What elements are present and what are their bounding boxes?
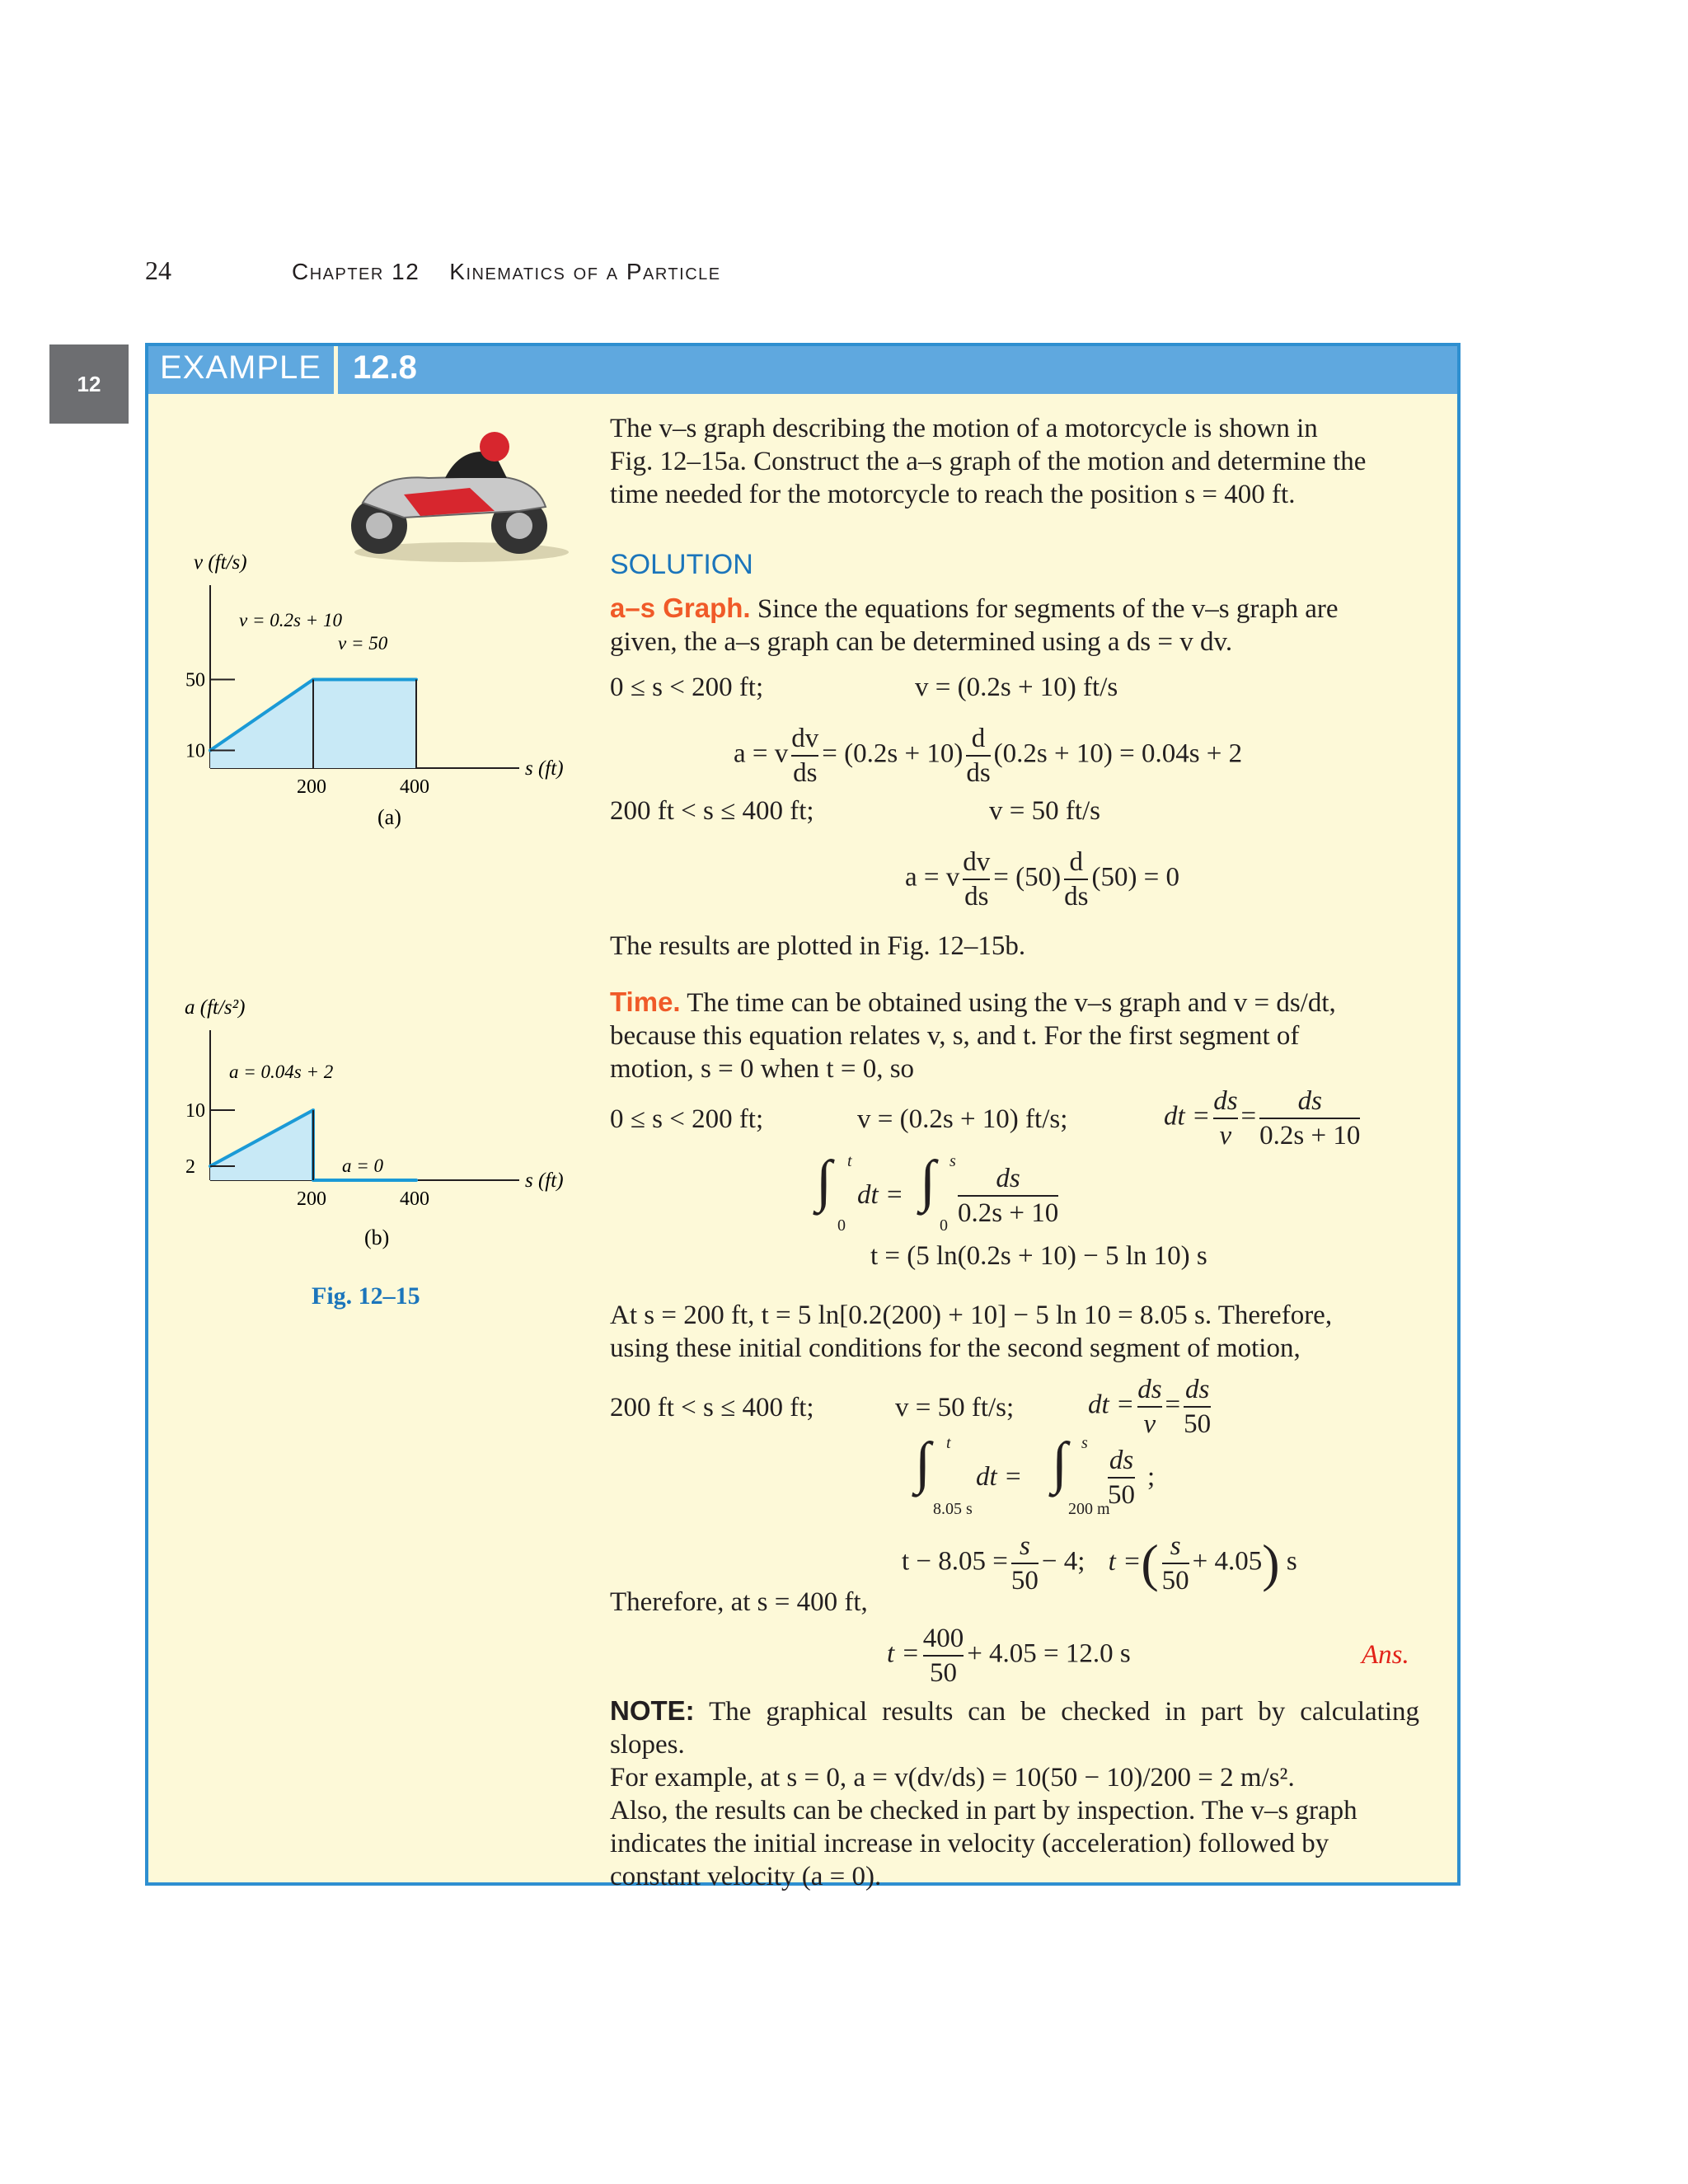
chart-vs — [173, 544, 602, 849]
as-x-axis-label: s (ft) — [525, 1169, 564, 1192]
as-graph-text: given, the a–s graph can be determined using a ds = v dv. — [610, 627, 1233, 657]
eq-num: ds — [1108, 1444, 1135, 1479]
as-seg2-equation — [905, 846, 1179, 913]
chapter-label: Chapter 12 — [292, 259, 420, 284]
vs-y-tick-label: 50 — [185, 669, 205, 691]
eq-num: dv — [791, 722, 818, 757]
vs-x-tick-label: 400 — [400, 776, 429, 798]
eq-den: ds — [793, 758, 818, 788]
eq-text: t − 8.05 = — [902, 1546, 1008, 1577]
time-seg1-range: 0 ≤ s < 200 ft; — [610, 1104, 764, 1134]
vs-panel-label: (a) — [377, 805, 401, 829]
example-header-bar — [148, 346, 1457, 394]
eq-den: 50 — [1184, 1409, 1212, 1439]
eq-num: ds — [1184, 1373, 1211, 1408]
note-text: The graphical results can be checked in part by calculating slopes. — [610, 1697, 1420, 1760]
integral-sign: ∫ — [1052, 1432, 1068, 1495]
eq-den: v — [1143, 1409, 1156, 1439]
as-x-tick-label: 400 — [400, 1188, 429, 1210]
eq-text: dt = — [857, 1180, 904, 1210]
eq-text: dt = — [1164, 1101, 1211, 1132]
vs-x-tick-label: 200 — [297, 776, 326, 798]
results-text: The results are plotted in Fig. 12–15b. — [610, 931, 1026, 961]
note-text: Also, the results can be checked in part by inspection. The v–s graph — [610, 1796, 1357, 1825]
eq-den: 50 — [1161, 1566, 1189, 1596]
time-text: using these initial conditions for the second segment of motion, — [610, 1333, 1301, 1363]
time-seg2-velocity: v = 50 ft/s; — [895, 1393, 1015, 1422]
integral-upper: s — [1081, 1434, 1088, 1452]
rider-helmet — [480, 432, 509, 462]
integral-lower: 8.05 s — [933, 1500, 973, 1518]
problem-line: time needed for the motorcycle to reach the position s = 400 ft. — [610, 480, 1296, 509]
integral-sign: ∫ — [816, 1150, 832, 1213]
integral-upper: t — [847, 1152, 852, 1170]
time-text: The time can be obtained using the v–s graph and v = ds/dt, — [687, 988, 1336, 1018]
vs-annotation-flat: v = 50 — [338, 633, 388, 654]
as-y-axis-label: a (ft/s²) — [185, 996, 246, 1019]
integral-upper: s — [950, 1152, 956, 1170]
time-seg1-dt-equation — [1164, 1085, 1363, 1152]
as-annotation-ramp: a = 0.04s + 2 — [229, 1062, 334, 1082]
as-y-tick-label: 2 — [185, 1156, 195, 1178]
eq-text: a = v — [734, 738, 789, 769]
eq-text: = — [1165, 1390, 1181, 1420]
as-seg1-velocity: v = (0.2s + 10) ft/s — [915, 673, 1118, 702]
note-text: constant velocity (a = 0). — [610, 1862, 882, 1891]
eq-text: (50) = 0 — [1091, 862, 1180, 893]
vs-annotation-ramp: v = 0.2s + 10 — [239, 610, 342, 630]
eq-text: = (0.2s + 10) — [822, 738, 964, 769]
eq-text: t = — [887, 1638, 920, 1669]
answer-marker: Ans. — [1362, 1640, 1409, 1670]
final-result — [887, 1622, 1131, 1690]
as-seg2-range: 200 ft < s ≤ 400 ft; — [610, 796, 814, 826]
eq-den: 0.2s + 10 — [1259, 1121, 1361, 1151]
figure-caption: Fig. 12–15 — [312, 1282, 420, 1310]
time-seg1-velocity: v = (0.2s + 10) ft/s; — [857, 1104, 1068, 1134]
eq-den: ds — [964, 882, 989, 912]
eq-text: + 4.05 = 12.0 s — [967, 1638, 1131, 1669]
time-seg2-dt-equation — [1088, 1373, 1214, 1441]
eq-text: a = v — [905, 862, 960, 893]
time-result-1: t = (5 ln(0.2s + 10) − 5 ln 10) s — [870, 1241, 1207, 1271]
eq-text: t = — [1108, 1546, 1142, 1577]
note-text: For example, at s = 0, a = v(dv/ds) = 10(50 − 10)/200 = 2 m/s². — [610, 1763, 1295, 1793]
eq-num: ds — [958, 1162, 1058, 1197]
vs-y-tick-label: 10 — [185, 740, 205, 762]
as-annotation-flat: a = 0 — [342, 1155, 384, 1176]
time-text: because this equation relates v, s, and t. For the first segment of — [610, 1021, 1300, 1051]
eq-num: 400 — [923, 1622, 964, 1657]
vs-x-axis-label: s (ft) — [525, 757, 564, 780]
as-seg1-range: 0 ≤ s < 200 ft; — [610, 673, 764, 702]
as-graph-paragraph — [610, 592, 1419, 658]
eq-num: s — [1162, 1530, 1189, 1564]
integral-lower: 200 m — [1068, 1500, 1110, 1518]
eq-text: ; — [1147, 1462, 1156, 1492]
as-panel-label: (b) — [364, 1226, 390, 1249]
eq-text: dt = — [1088, 1390, 1135, 1420]
eq-den: 50 — [929, 1658, 957, 1688]
eq-text: s — [1286, 1546, 1297, 1577]
integral-sign: ∫ — [915, 1432, 931, 1495]
as-x-tick-label: 200 — [297, 1188, 326, 1210]
eq-text: (0.2s + 10) = 0.04s + 2 — [993, 738, 1243, 769]
example-divider — [334, 346, 338, 394]
time-text: motion, s = 0 when t = 0, so — [610, 1054, 915, 1084]
solution-heading: SOLUTION — [610, 549, 753, 580]
right-paren: ) — [1262, 1534, 1280, 1592]
eq-den: v — [1219, 1121, 1232, 1151]
eq-text: − 4; — [1041, 1546, 1085, 1577]
chart-as — [173, 989, 602, 1253]
eq-den: 0.2s + 10 — [958, 1198, 1059, 1228]
vs-y-axis-label: v (ft/s) — [194, 551, 247, 574]
time-run-head: Time. — [610, 987, 681, 1017]
time-paragraph-2 — [610, 1299, 1419, 1365]
page-number: 24 — [145, 255, 171, 285]
eq-den: ds — [1064, 882, 1089, 912]
integral-lower: 0 — [837, 1216, 846, 1235]
running-head — [292, 259, 751, 285]
example-label: EXAMPLE — [160, 349, 321, 386]
eq-text: = (50) — [993, 862, 1062, 893]
eq-num: d — [966, 722, 990, 757]
eq-text: = — [1240, 1101, 1257, 1132]
integral-lower: 0 — [940, 1216, 948, 1235]
eq-den: ds — [966, 758, 991, 788]
as-graph-run-head: a–s Graph. — [610, 593, 751, 623]
time-text: At s = 200 ft, t = 5 ln[0.2(200) + 10] − 5 ln 10 = 8.05 s. Therefore, — [610, 1301, 1333, 1330]
left-paren: ( — [1141, 1534, 1159, 1592]
eq-num: ds — [1137, 1373, 1161, 1408]
time-seg2-range: 200 ft < s ≤ 400 ft; — [610, 1393, 814, 1422]
eq-den: 50 — [1108, 1480, 1135, 1510]
example-number: 12.8 — [353, 349, 417, 386]
chapter-title: Kinematics of a Particle — [449, 259, 721, 284]
eq-num: ds — [1213, 1085, 1237, 1119]
eq-num: d — [1064, 846, 1088, 880]
chapter-tab: 12 — [49, 344, 129, 424]
as-data-point — [415, 1179, 418, 1182]
as-seg1-equation — [734, 722, 1242, 790]
problem-line: The v–s graph describing the motion of a motorcycle is shown in — [610, 414, 1318, 443]
eq-text: + 4.05 — [1192, 1546, 1263, 1577]
note-text: indicates the initial increase in velocity (acceleration) followed by — [610, 1829, 1329, 1858]
as-graph-text: Since the equations for segments of the v–s graph are — [757, 594, 1339, 624]
integral-upper: t — [946, 1434, 951, 1452]
eq-num: s — [1011, 1530, 1039, 1564]
problem-line: Fig. 12–15a. Construct the a–s graph of the motion and determine the — [610, 447, 1367, 476]
integral-sign: ∫ — [920, 1150, 936, 1213]
eq-num: ds — [1259, 1085, 1360, 1119]
as-y-tick-label: 10 — [185, 1100, 205, 1122]
problem-statement — [610, 412, 1419, 511]
note-paragraph — [610, 1694, 1419, 1893]
therefore-text: Therefore, at s = 400 ft, — [610, 1587, 868, 1617]
time-paragraph — [610, 986, 1419, 1085]
time-seg2-result — [902, 1530, 1297, 1597]
eq-text: dt = — [976, 1462, 1023, 1492]
as-seg2-velocity: v = 50 ft/s — [989, 796, 1101, 826]
eq-den: 50 — [1010, 1566, 1039, 1596]
eq-num: dv — [963, 846, 990, 880]
note-label: NOTE: — [610, 1695, 695, 1726]
